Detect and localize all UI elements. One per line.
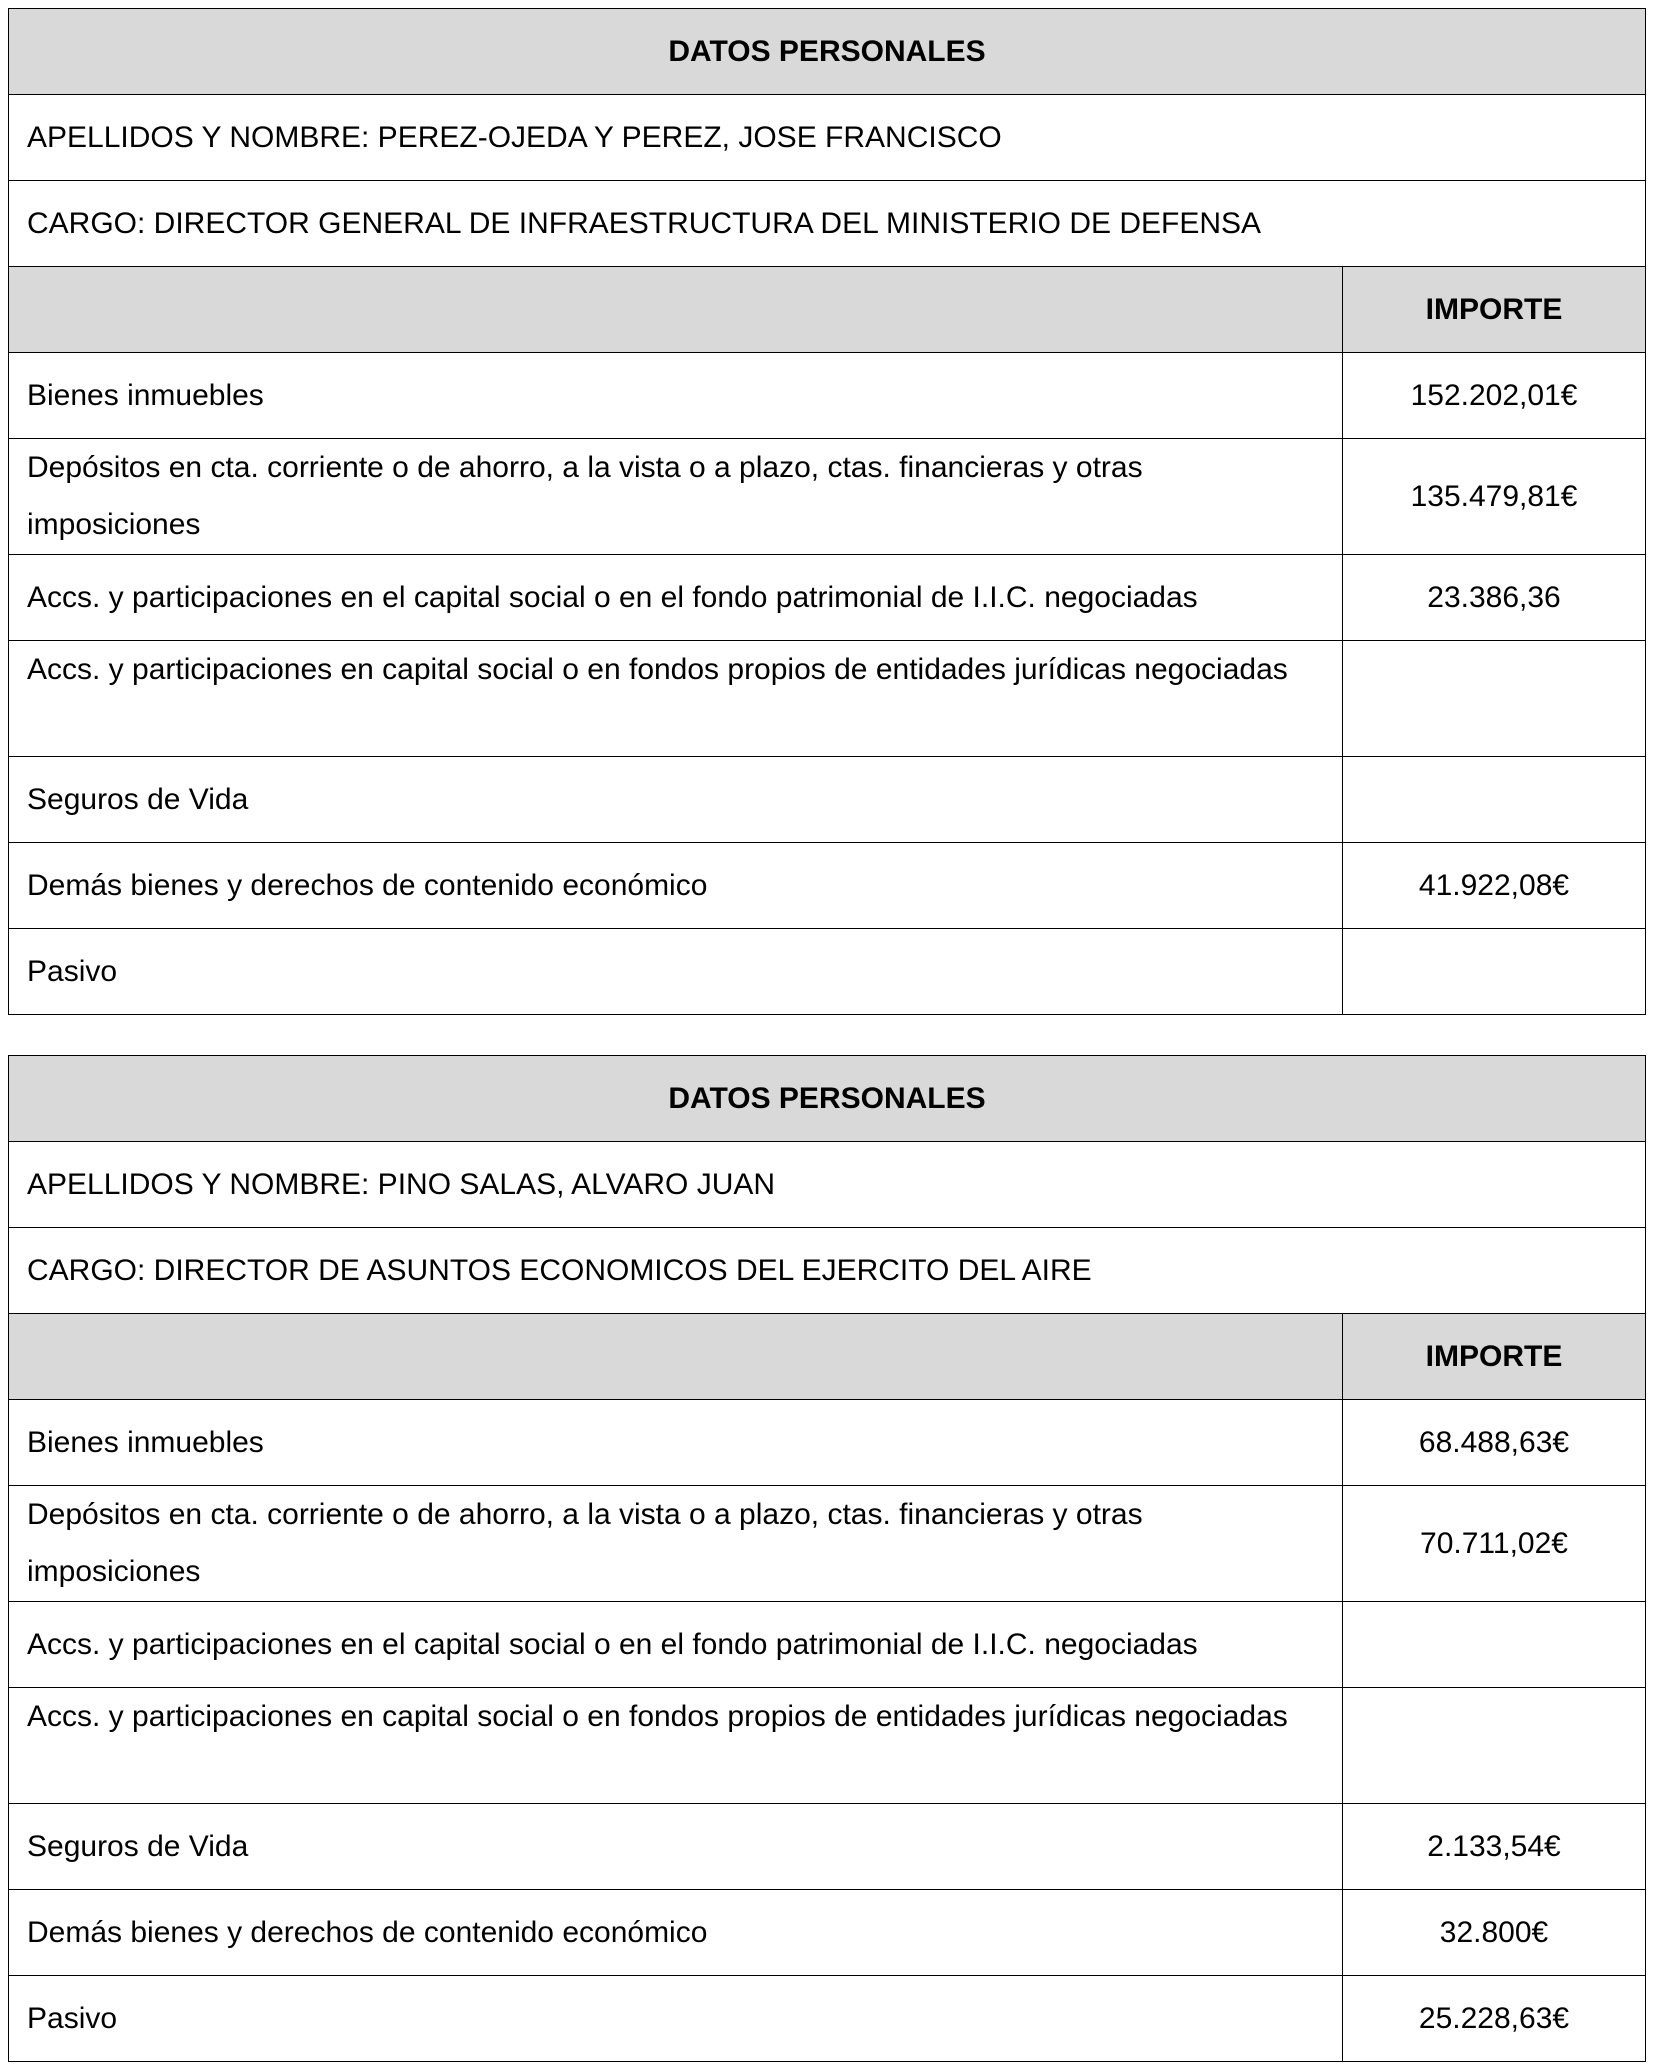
concept-cell: Pasivo <box>9 1976 1343 2062</box>
amount-cell: 70.711,02€ <box>1343 1486 1646 1602</box>
concept-cell: Seguros de Vida <box>9 1804 1343 1890</box>
amount-cell <box>1343 641 1646 757</box>
amount-cell: 152.202,01€ <box>1343 353 1646 439</box>
table-row <box>9 439 1646 555</box>
concept-cell: Bienes inmuebles <box>9 1400 1343 1486</box>
section-title-row <box>9 9 1646 95</box>
table-row <box>9 1486 1646 1602</box>
table-row <box>9 929 1646 1015</box>
table-row <box>9 1602 1646 1688</box>
table-row <box>9 757 1646 843</box>
amount-cell <box>1343 1602 1646 1688</box>
table-row <box>9 1976 1646 2062</box>
concept-cell: Seguros de Vida <box>9 757 1343 843</box>
amount-cell: 32.800€ <box>1343 1890 1646 1976</box>
declaration-table-1 <box>8 8 1646 1015</box>
section-title-row <box>9 1056 1646 1142</box>
table-row <box>9 555 1646 641</box>
amount-cell <box>1343 757 1646 843</box>
concept-header-cell <box>9 267 1343 353</box>
amount-cell: 68.488,63€ <box>1343 1400 1646 1486</box>
cargo-line: CARGO: DIRECTOR GENERAL DE INFRAESTRUCTURA DEL MINISTERIO DE DEFENSA <box>9 181 1646 267</box>
table-row <box>9 1804 1646 1890</box>
table-row <box>9 353 1646 439</box>
amount-header: IMPORTE <box>1343 1314 1646 1400</box>
concept-cell: Demás bienes y derechos de contenido económico <box>9 1890 1343 1976</box>
concept-cell: Bienes inmuebles <box>9 353 1343 439</box>
amount-cell <box>1343 929 1646 1015</box>
amount-cell: 23.386,36 <box>1343 555 1646 641</box>
amount-header-row <box>9 1314 1646 1400</box>
amount-cell <box>1343 1688 1646 1804</box>
table-row <box>9 1400 1646 1486</box>
amount-cell: 25.228,63€ <box>1343 1976 1646 2062</box>
declaration-table-2 <box>8 1055 1646 2062</box>
cargo-row <box>9 181 1646 267</box>
name-row <box>9 95 1646 181</box>
amount-cell: 2.133,54€ <box>1343 1804 1646 1890</box>
table-row <box>9 843 1646 929</box>
name-line: APELLIDOS Y NOMBRE: PEREZ-OJEDA Y PEREZ, JOSE FRANCISCO <box>9 95 1646 181</box>
amount-cell: 135.479,81€ <box>1343 439 1646 555</box>
concept-cell: Accs. y participaciones en capital social o en fondos propios de entidades jurídicas negociadas <box>9 1688 1343 1804</box>
table-row <box>9 1688 1646 1804</box>
concept-cell: Depósitos en cta. corriente o de ahorro, a la vista o a plazo, ctas. financieras y otras imposiciones <box>9 439 1343 555</box>
amount-header-row <box>9 267 1646 353</box>
name-line: APELLIDOS Y NOMBRE: PINO SALAS, ALVARO JUAN <box>9 1142 1646 1228</box>
concept-header-cell <box>9 1314 1343 1400</box>
cargo-line: CARGO: DIRECTOR DE ASUNTOS ECONOMICOS DEL EJERCITO DEL AIRE <box>9 1228 1646 1314</box>
cargo-row <box>9 1228 1646 1314</box>
table-row <box>9 641 1646 757</box>
concept-cell: Accs. y participaciones en el capital social o en el fondo patrimonial de I.I.C. negociadas <box>9 1602 1343 1688</box>
section-title: DATOS PERSONALES <box>9 1056 1646 1142</box>
section-title: DATOS PERSONALES <box>9 9 1646 95</box>
table-row <box>9 1890 1646 1976</box>
concept-cell: Accs. y participaciones en capital social o en fondos propios de entidades jurídicas negociadas <box>9 641 1343 757</box>
name-row <box>9 1142 1646 1228</box>
concept-cell: Pasivo <box>9 929 1343 1015</box>
concept-cell: Depósitos en cta. corriente o de ahorro, a la vista o a plazo, ctas. financieras y otras imposiciones <box>9 1486 1343 1602</box>
concept-cell: Demás bienes y derechos de contenido económico <box>9 843 1343 929</box>
concept-cell: Accs. y participaciones en el capital social o en el fondo patrimonial de I.I.C. negociadas <box>9 555 1343 641</box>
amount-header: IMPORTE <box>1343 267 1646 353</box>
amount-cell: 41.922,08€ <box>1343 843 1646 929</box>
